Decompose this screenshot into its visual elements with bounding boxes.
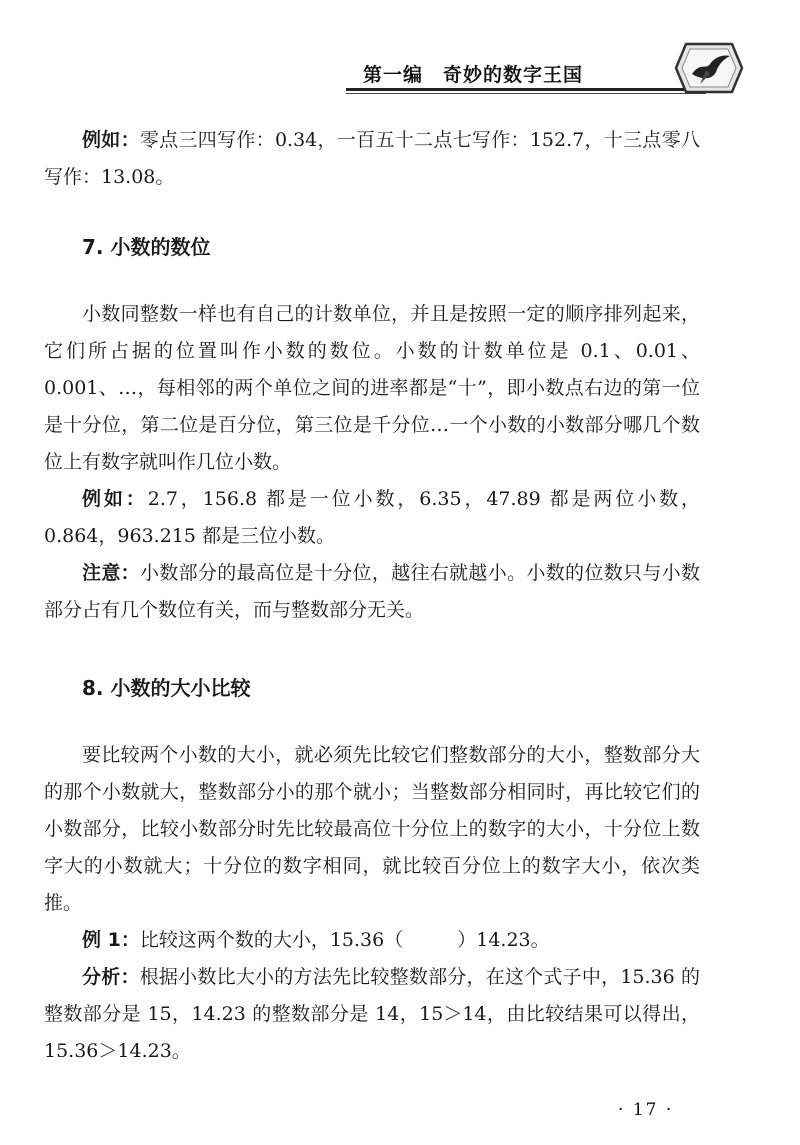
analysis-label: 分析： xyxy=(82,966,140,988)
analysis-paragraph xyxy=(44,959,700,1070)
analysis-text: 根据小数比大小的方法先比较整数部分，在这个式子中，15.36 的整数部分是 15，14.23 的整数部分是 14，15＞14，由比较结果可以得出，15.36＞14.23。 xyxy=(44,966,700,1062)
example-1-after: ）14.23。 xyxy=(457,929,550,951)
section-7-heading: 7. 小数的数位 xyxy=(82,235,211,259)
section-7-example xyxy=(44,481,700,555)
example-text: 零点三四写作：0.34，一百五十二点七写作：152.7，十三点零八写作：13.08。 xyxy=(44,129,700,188)
example-1 xyxy=(44,922,700,959)
hexagon-bird-emblem-icon xyxy=(672,40,744,96)
note-text: 小数部分的最高位是十分位，越往右就越小。小数的位数只与小数部分占有几个数位有关，而与整数部分无关。 xyxy=(44,562,700,621)
example-label: 例如： xyxy=(82,129,140,151)
section-7-note xyxy=(44,555,700,629)
section-8-heading: 8. 小数的大小比较 xyxy=(82,676,251,700)
section-7-body: 小数同整数一样也有自己的计数单位，并且是按照一定的顺序排列起来，它们所占据的位置叫作小数的数位。小数的计数单位是 0.1、0.01、0.001、…，每相邻的两个单位之间的进率都是“十”，即小数点右边的第一位是十分位，第二位是百分位，第三位是千分位…一个小数的小数部分哪几个数位上有数字就叫作几位小数。 xyxy=(44,303,700,473)
header-rule xyxy=(346,88,706,91)
section-8-body: 要比较两个小数的大小，就必须先比较它们整数部分的大小，整数部分大的那个小数就大，整数部分小的那个就小；当整数部分相同时，再比较它们的小数部分，比较小数部分时先比较最高位十分位上的数字的大小，十分位上数字大的小数就大；十分位的数字相同，就比较百分位上的数字大小，依次类推。 xyxy=(44,744,700,914)
note-label: 注意： xyxy=(82,562,140,584)
example-label: 例如： xyxy=(82,488,148,510)
page-number: · 17 · xyxy=(618,1100,674,1120)
page-header xyxy=(0,0,800,100)
example-paragraph xyxy=(44,122,700,196)
page-content xyxy=(44,122,700,1070)
chapter-title: 第一编 奇妙的数字王国 xyxy=(363,64,584,86)
header-rule-thin xyxy=(346,93,706,94)
example-1-before: 比较这两个数的大小，15.36（ xyxy=(139,929,404,951)
example-text: 2.7，156.8 都是一位小数，6.35，47.89 都是两位小数，0.864，963.215 都是三位小数。 xyxy=(44,488,700,547)
example-1-label: 例 1： xyxy=(82,929,140,951)
